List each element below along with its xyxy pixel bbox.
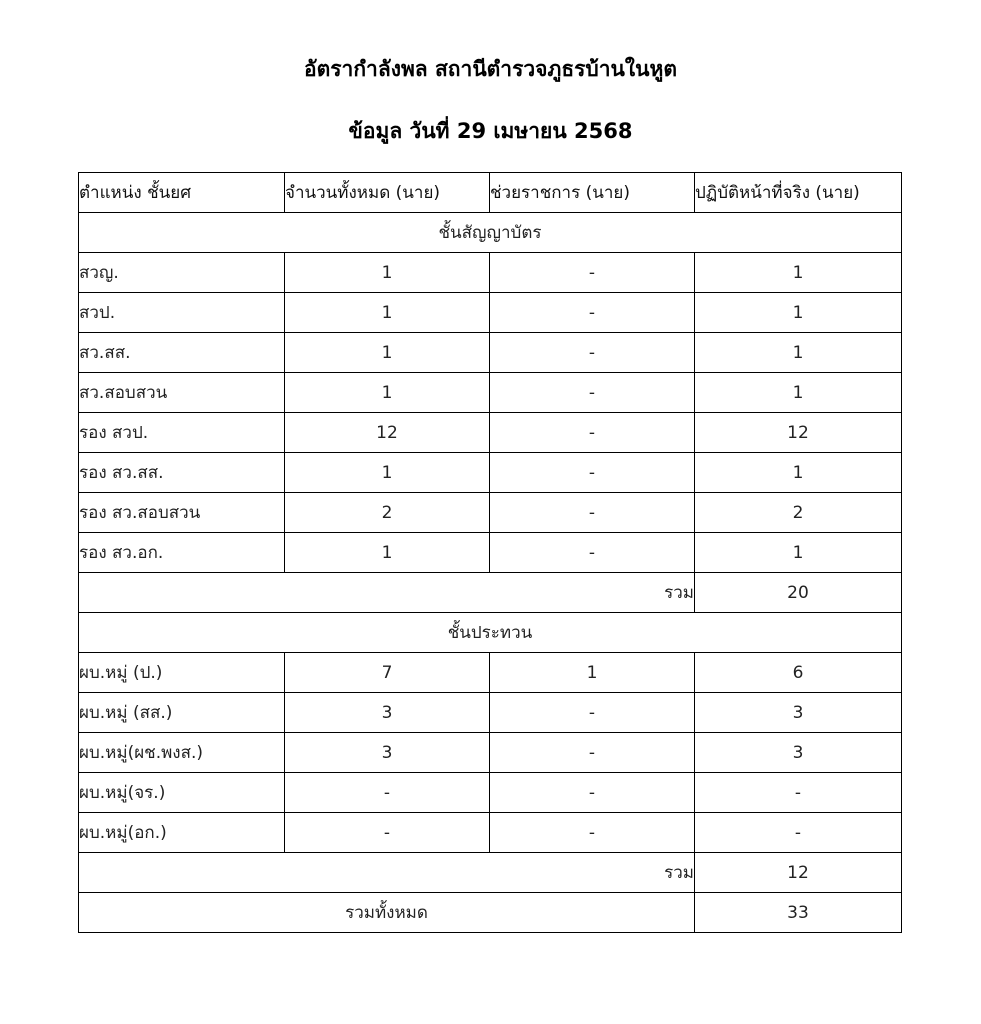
total-cell: 7 [285,653,490,693]
section-title: ชั้นประทวน [79,613,902,653]
table-row [79,253,902,293]
table-row [79,373,902,413]
assist-cell: - [490,733,695,773]
grand-total-value: 33 [695,893,902,933]
subtotal-value: 20 [695,573,902,613]
rank-cell: รอง สว.สอบสวน [79,493,285,533]
column-header-total: จำนวนทั้งหมด (นาย) [285,173,490,213]
subtotal-value: 12 [695,853,902,893]
subtotal-label: รวม [79,853,695,893]
rank-cell: สวป. [79,293,285,333]
actual-cell: 1 [695,293,902,333]
assist-cell: - [490,493,695,533]
total-cell: 1 [285,293,490,333]
actual-cell: 2 [695,493,902,533]
table-row [79,293,902,333]
column-header-assist: ช่วยราชการ (นาย) [490,173,695,213]
assist-cell: - [490,773,695,813]
table-row [79,333,902,373]
table-row [79,693,902,733]
assist-cell: - [490,453,695,493]
table-header-row [79,173,902,213]
assist-cell: - [490,693,695,733]
total-cell: - [285,773,490,813]
total-cell: 1 [285,533,490,573]
actual-cell: 3 [695,693,902,733]
section-header-row [79,213,902,253]
table-row [79,773,902,813]
table-row [79,413,902,453]
assist-cell: - [490,813,695,853]
total-cell: 1 [285,453,490,493]
actual-cell: 1 [695,373,902,413]
assist-cell: - [490,373,695,413]
total-cell: 1 [285,333,490,373]
rank-cell: ผบ.หมู่ (ป.) [79,653,285,693]
actual-cell: - [695,813,902,853]
table-row [79,453,902,493]
total-cell: - [285,813,490,853]
rank-cell: รอง สว.สส. [79,453,285,493]
actual-cell: 6 [695,653,902,693]
total-cell: 1 [285,373,490,413]
subtotal-row [79,853,902,893]
total-cell: 2 [285,493,490,533]
rank-cell: ผบ.หมู่(ผช.พงส.) [79,733,285,773]
assist-cell: 1 [490,653,695,693]
actual-cell: - [695,773,902,813]
table-row [79,493,902,533]
rank-cell: สว.สส. [79,333,285,373]
page-title: อัตรากำลังพล สถานีตำรวจภูธรบ้านในหูต [304,57,677,81]
rank-cell: รอง สวป. [79,413,285,453]
total-cell: 12 [285,413,490,453]
subtotal-row [79,573,902,613]
grand-total-row [79,893,902,933]
grand-total-label: รวมทั้งหมด [79,893,695,933]
total-cell: 1 [285,253,490,293]
actual-cell: 12 [695,413,902,453]
rank-cell: รอง สว.อก. [79,533,285,573]
section-header-row [79,613,902,653]
actual-cell: 1 [695,453,902,493]
actual-cell: 1 [695,533,902,573]
assist-cell: - [490,333,695,373]
column-header-actual: ปฏิบัติหน้าที่จริง (นาย) [695,173,902,213]
subtotal-label: รวม [79,573,695,613]
assist-cell: - [490,293,695,333]
table-row [79,533,902,573]
assist-cell: - [490,533,695,573]
actual-cell: 3 [695,733,902,773]
table-row [79,813,902,853]
personnel-table [78,172,902,933]
table-row [79,733,902,773]
page-subtitle: ข้อมูล วันที่ 29 เมษายน 2568 [348,119,633,143]
rank-cell: ผบ.หมู่(จร.) [79,773,285,813]
total-cell: 3 [285,693,490,733]
assist-cell: - [490,253,695,293]
total-cell: 3 [285,733,490,773]
column-header-rank: ตำแหน่ง ชั้นยศ [79,173,285,213]
actual-cell: 1 [695,253,902,293]
section-title: ชั้นสัญญาบัตร [79,213,902,253]
rank-cell: ผบ.หมู่ (สส.) [79,693,285,733]
rank-cell: สว.สอบสวน [79,373,285,413]
actual-cell: 1 [695,333,902,373]
rank-cell: สวญ. [79,253,285,293]
rank-cell: ผบ.หมู่(อก.) [79,813,285,853]
assist-cell: - [490,413,695,453]
table-row [79,653,902,693]
